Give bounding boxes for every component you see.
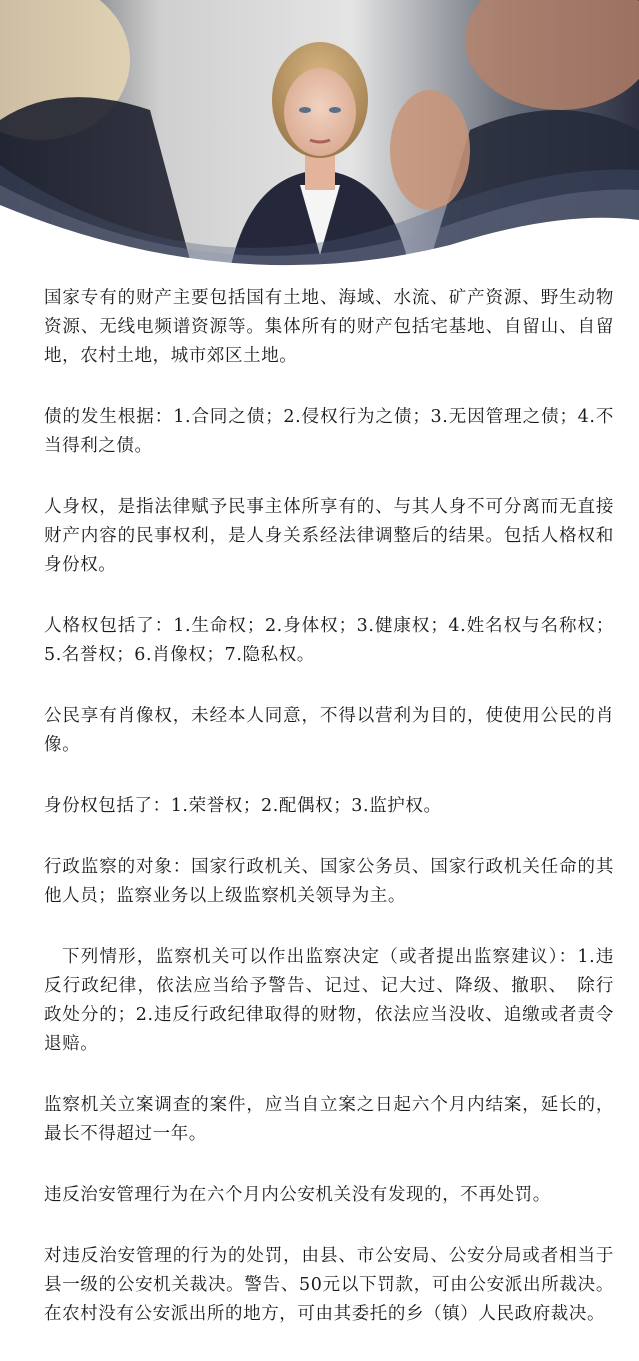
paragraph-supervision-objects: 行政监察的对象：国家行政机关、国家公务员、国家行政机关任命的其他人员；监察业务以上级监察机关领导为主。 — [44, 857, 614, 906]
hero-banner — [0, 0, 639, 280]
paragraph-penalty-authority: 对违反治安管理的行为的处罚，由县、市公安局、公安分局或者相当于县一级的公安机关裁决。警告、50元以下罚款，可由公安派出所裁决。在农村没有公安派出所的地方，可由其委托的乡（镇）人民政府裁决。 — [44, 1246, 614, 1324]
paragraph-debt-basis: 债的发生根据：1.合同之债；2.侵权行为之债；3.无因管理之债；4.不当得利之债。 — [44, 407, 614, 456]
paragraph-supervision-decisions: 下列情形，监察机关可以作出监察决定（或者提出监察建议）：1.违反行政纪律，依法应当给予警告、记过、记大过、降级、撤职、 除行政处分的；2.违反行政纪律取得的财物，依法应当没收、追缴或者责令退赔。 — [44, 947, 614, 1054]
paragraph-public-security-limit: 违反治安管理行为在六个月内公安机关没有发现的，不再处罚。 — [44, 1185, 551, 1205]
paragraph-state-property: 国家专有的财产主要包括国有土地、海域、水流、矿产资源、野生动物资源、无线电频谱资源等。集体所有的财产包括宅基地、自留山、自留地，农村土地，城市郊区土地。 — [44, 288, 614, 366]
paragraph-personal-rights: 人身权，是指法律赋予民事主体所享有的、与其人身不可分离而无直接财产内容的民事权利，是人身关系经法律调整后的结果。包括人格权和身份权。 — [44, 497, 614, 575]
hero-photo-illustration — [0, 0, 639, 280]
paragraph-personality-rights: 人格权包括了：1.生命权；2.身体权；3.健康权；4.姓名权与名称权；5.名誉权；6.肖像权；7.隐私权。 — [44, 616, 614, 665]
article-body — [44, 284, 614, 1361]
paragraph-case-deadline: 监察机关立案调查的案件，应当自立案之日起六个月内结案，延长的，最长不得超过一年。 — [44, 1095, 614, 1144]
paragraph-identity-rights: 身份权包括了：1.荣誉权；2.配偶权；3.监护权。 — [44, 796, 442, 816]
paragraph-portrait-right: 公民享有肖像权，未经本人同意，不得以营利为目的，使使用公民的肖像。 — [44, 706, 614, 755]
